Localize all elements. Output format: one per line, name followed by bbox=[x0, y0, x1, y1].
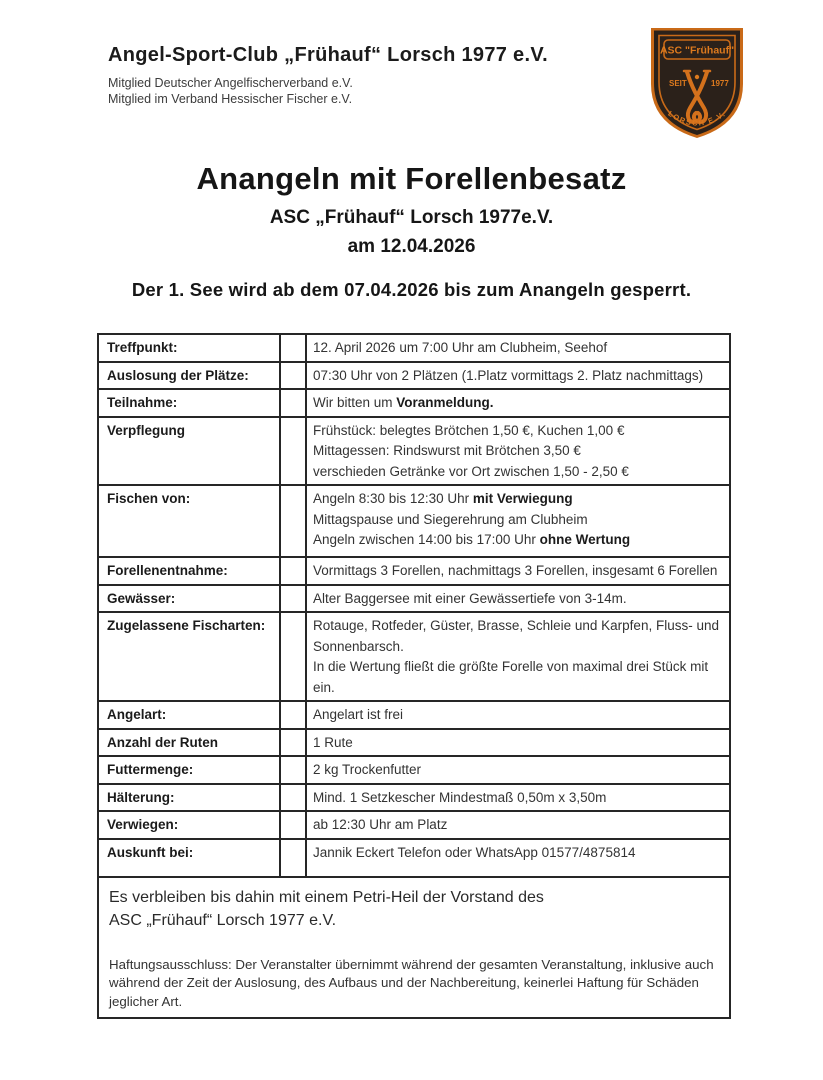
page-subtitle: ASC „Frühauf“ Lorsch 1977e.V. bbox=[269, 207, 554, 228]
info-table-body bbox=[98, 334, 730, 877]
table-row bbox=[98, 729, 730, 757]
row-spacer bbox=[280, 585, 306, 613]
badge-center-dot bbox=[695, 75, 699, 79]
row-spacer bbox=[280, 334, 306, 362]
table-row bbox=[98, 612, 730, 701]
disclaimer-text: Haftungsausschluss: Der Veranstalter übernimmt während der gesamten Veranstaltung, inklusive auch während der Zeit der Auslosung, des Aufbaus und der Nachbereitung, keinerlei Haftung für Schäden jeglicher Art. bbox=[109, 956, 714, 1009]
row-spacer bbox=[280, 557, 306, 585]
row-label: Treffpunkt: bbox=[98, 334, 280, 362]
row-value bbox=[306, 557, 730, 585]
row-spacer bbox=[280, 784, 306, 812]
badge-club-name: ASC "Frühauf" bbox=[659, 44, 735, 57]
row-spacer bbox=[280, 811, 306, 839]
row-value bbox=[306, 729, 730, 757]
table-row bbox=[98, 839, 730, 877]
row-spacer bbox=[280, 612, 306, 701]
value-line: Angeln 8:30 bis 12:30 Uhr mit Verwiegung bbox=[313, 491, 573, 506]
value-line: 07:30 Uhr von 2 Plätzen (1.Platz vormittags 2. Platz nachmittags) bbox=[313, 367, 704, 383]
badge-year-label: 1977 bbox=[711, 79, 729, 88]
club-badge-logo bbox=[646, 26, 748, 140]
table-row bbox=[98, 811, 730, 839]
row-label: Hälterung: bbox=[98, 784, 280, 812]
value-line: Rotauge, Rotfeder, Güster, Brasse, Schleie und Karpfen, Fluss- und bbox=[313, 618, 719, 633]
value-line: Mittagspause und Siegerehrung am Clubheim bbox=[313, 511, 588, 527]
table-row bbox=[98, 784, 730, 812]
event-date: am 12.04.2026 bbox=[347, 236, 476, 257]
table-row bbox=[98, 585, 730, 613]
table-row bbox=[98, 701, 730, 729]
badge-seit-label: SEIT bbox=[669, 79, 687, 88]
closing-line-1: Es verbleiben bis dahin mit einem Petri-Heil der Vorstand des bbox=[109, 888, 544, 906]
club-header bbox=[108, 44, 548, 107]
row-label: Verwiegen: bbox=[98, 811, 280, 839]
badge-bottom-text: LORSCH E.V. bbox=[666, 108, 728, 128]
row-value bbox=[306, 756, 730, 784]
row-spacer bbox=[280, 417, 306, 486]
row-value bbox=[306, 701, 730, 729]
table-row bbox=[98, 557, 730, 585]
table-row bbox=[98, 485, 730, 557]
value-line: Frühstück: belegtes Brötchen 1,50 €, Kuchen 1,00 € bbox=[313, 422, 625, 438]
value-line: ab 12:30 Uhr am Platz bbox=[313, 817, 448, 832]
value-line: Mind. 1 Setzkescher Mindestmaß 0,50m x 3,50m bbox=[313, 789, 607, 805]
table-row bbox=[98, 362, 730, 390]
closing-text bbox=[109, 886, 719, 932]
row-spacer bbox=[280, 839, 306, 877]
row-value bbox=[306, 485, 730, 557]
row-spacer bbox=[280, 729, 306, 757]
club-name: Angel-Sport-Club „Frühauf“ Lorsch 1977 e.V. bbox=[108, 44, 548, 66]
page-title: Anangeln mit Forellenbesatz bbox=[196, 161, 627, 196]
closure-notice: Der 1. See wird ab dem 07.04.2026 bis zum Anangeln gesperrt. bbox=[131, 279, 692, 300]
value-line: Angeln zwischen 14:00 bis 17:00 Uhr ohne Wertung bbox=[313, 532, 631, 547]
row-label: Auslosung der Plätze: bbox=[98, 362, 280, 390]
closing-line-2: ASC „Frühauf“ Lorsch 1977 e.V. bbox=[109, 911, 337, 929]
row-spacer bbox=[280, 485, 306, 557]
event-info-table bbox=[97, 333, 731, 1019]
row-value bbox=[306, 417, 730, 486]
row-label: Gewässer: bbox=[98, 585, 280, 613]
shield-badge-icon bbox=[646, 26, 748, 140]
title-block bbox=[0, 161, 823, 258]
row-label: Futtermenge: bbox=[98, 756, 280, 784]
row-label: Zugelassene Fischarten: bbox=[98, 612, 280, 701]
row-spacer bbox=[280, 756, 306, 784]
row-value bbox=[306, 334, 730, 362]
row-value bbox=[306, 784, 730, 812]
value-line: Wir bitten um Voranmeldung. bbox=[313, 395, 494, 410]
footer-row bbox=[98, 877, 730, 1019]
footer-cell bbox=[98, 877, 730, 1019]
row-spacer bbox=[280, 389, 306, 417]
row-label: Verpflegung bbox=[98, 417, 280, 486]
value-line: 1 Rute bbox=[313, 734, 353, 750]
membership-line-1: Mitglied Deutscher Angelfischerverband e.V. bbox=[108, 76, 353, 90]
value-line: verschieden Getränke vor Ort zwischen 1,50 - 2,50 € bbox=[313, 463, 629, 479]
value-line: Mittagessen: Rindswurst mit Brötchen 3,50 € bbox=[313, 443, 581, 458]
row-label: Forellenentnahme: bbox=[98, 557, 280, 585]
row-value bbox=[306, 389, 730, 417]
row-value bbox=[306, 585, 730, 613]
value-line: In die Wertung fließt die größte Forelle von maximal drei Stück mit ein. bbox=[313, 659, 709, 695]
table-row bbox=[98, 389, 730, 417]
row-value bbox=[306, 612, 730, 701]
row-value bbox=[306, 839, 730, 877]
info-table-footer bbox=[98, 877, 730, 1019]
membership-line-2: Mitglied im Verband Hessischer Fischer e.V. bbox=[108, 92, 353, 106]
row-label: Auskunft bei: bbox=[98, 839, 280, 877]
row-spacer bbox=[280, 701, 306, 729]
value-line: Alter Baggersee mit einer Gewässertiefe von 3-14m. bbox=[313, 590, 627, 606]
row-value bbox=[306, 362, 730, 390]
row-label: Fischen von: bbox=[98, 485, 280, 557]
value-line: Jannik Eckert Telefon oder WhatsApp 01577/4875814 bbox=[313, 844, 636, 860]
value-line: Sonnenbarsch. bbox=[313, 638, 404, 654]
table-row bbox=[98, 756, 730, 784]
row-value bbox=[306, 811, 730, 839]
table-row bbox=[98, 334, 730, 362]
table-row bbox=[98, 417, 730, 486]
row-spacer bbox=[280, 362, 306, 390]
value-line: Vormittags 3 Forellen, nachmittags 3 Forellen, insgesamt 6 Forellen bbox=[313, 563, 718, 578]
row-label: Anzahl der Ruten bbox=[98, 729, 280, 757]
value-line: 2 kg Trockenfutter bbox=[313, 762, 422, 777]
value-line: Angelart ist frei bbox=[313, 707, 404, 722]
value-line: 12. April 2026 um 7:00 Uhr am Clubheim, Seehof bbox=[313, 340, 608, 355]
row-label: Angelart: bbox=[98, 701, 280, 729]
row-label: Teilnahme: bbox=[98, 389, 280, 417]
